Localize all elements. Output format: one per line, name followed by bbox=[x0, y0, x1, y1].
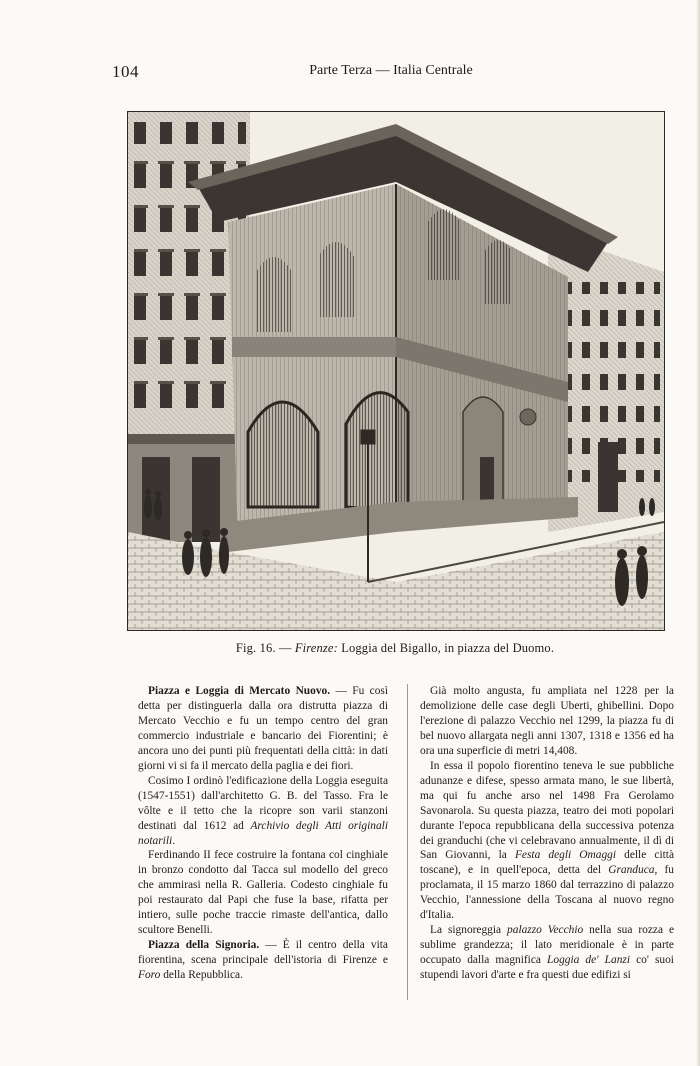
heading-mercato-nuovo: Piazza e Loggia di Mercato Nuovo. bbox=[148, 685, 331, 697]
figure-place: Firenze: bbox=[294, 641, 338, 655]
paragraph-mercato-nuovo: Piazza e Loggia di Mercato Nuovo. — Fu così detta per distinguerla dalla ora distrutta piazza di Mercato Vecchio e fu un tempo centro del gran commercio industriale e bancario dei Fiorentini; è ancora uno dei punti più frequentati della città: in dati giorni vi si fa il mercato della paglia e dei fiori. bbox=[138, 685, 388, 772]
figure-number: Fig. 16. — bbox=[235, 641, 295, 655]
page-number: 104 bbox=[112, 62, 139, 81]
figure-caption bbox=[127, 641, 663, 656]
page-edge-shadow bbox=[696, 0, 700, 1066]
running-title: Parte Terza — Italia Centrale bbox=[309, 63, 473, 78]
figure-description: Loggia del Bigallo, in piazza del Duomo. bbox=[337, 641, 555, 655]
paragraph-ferdinando: Ferdinando II fece costruire la fontana col cinghiale in bronzo condotto dal Tacca sul modello del greco che ammirasi nella R. Galleria. Codesto cinghiale fu poi restaurato dal Papi che fuse la base, rifatta per intiero, sulle poche traccie rimaste dell'antica, dallo scultore Benelli. bbox=[138, 849, 388, 937]
paragraph-cosimo: Cosimo I ordinò l'edificazione della Loggia eseguita (1547-1551) dall'architetto G. B. del Tasso. Fra le vôlte e il tetto che la ricopre son varii stanzoni destinati dal 1612 ad Archivio degli Atti originali notarili. bbox=[138, 774, 388, 847]
paragraph-popolo: In essa il popolo fiorentino teneva le sue pubbliche adunanze e difese, spesso armata mano, le sue libertà, ma qui fu anche arso nel 1498 Fra Gerolamo Savonarola. Su questa piazza, teatro dei moti popolari durante l'epoca repubblicana della successiva potenza dei granduchi (che vi celebravano annualmente, il dì di San Giovanni, la Festa degli Omaggi delle città toscane), e in quell'epoca, detta del Granduca, fu proclamata, il 15 marzo 1860 dal terrazzino di palazzo Vecchio, l'annessione della Toscana al nuovo regno d'Italia. bbox=[420, 759, 675, 922]
left-column bbox=[138, 684, 388, 983]
paragraph-palazzo-vecchio: La signoreggia palazzo Vecchio nella sua rozza e sublime grandezza; il lato meridionale è in parte occupato dalla magnifica Loggia de' Lanzi co' suoi stupendi lavori d'arte e fra questi due edifizi si bbox=[420, 924, 675, 982]
right-column bbox=[420, 684, 674, 983]
paragraph-signoria: Piazza della Signoria. — È il centro della vita fiorentina, scena principale dell'istoria di Firenze e Foro della Repubblica. bbox=[138, 939, 388, 982]
column-divider bbox=[407, 684, 408, 1000]
heading-signoria: Piazza della Signoria. bbox=[148, 939, 260, 952]
running-head bbox=[112, 62, 670, 84]
engraving-loggia-del-bigallo bbox=[127, 111, 665, 631]
paragraph-ampliata: Già molto angusta, fu ampliata nel 1228 per la demolizione delle case degli Uberti, ghibellini. Dopo l'erezione di palazzo Vecchio nel 1299, la piazza fu di bel nuovo allargata negli anni 1307, 1318 e 1356 ed ha ora una superficie di metri 14,408. bbox=[420, 685, 674, 757]
